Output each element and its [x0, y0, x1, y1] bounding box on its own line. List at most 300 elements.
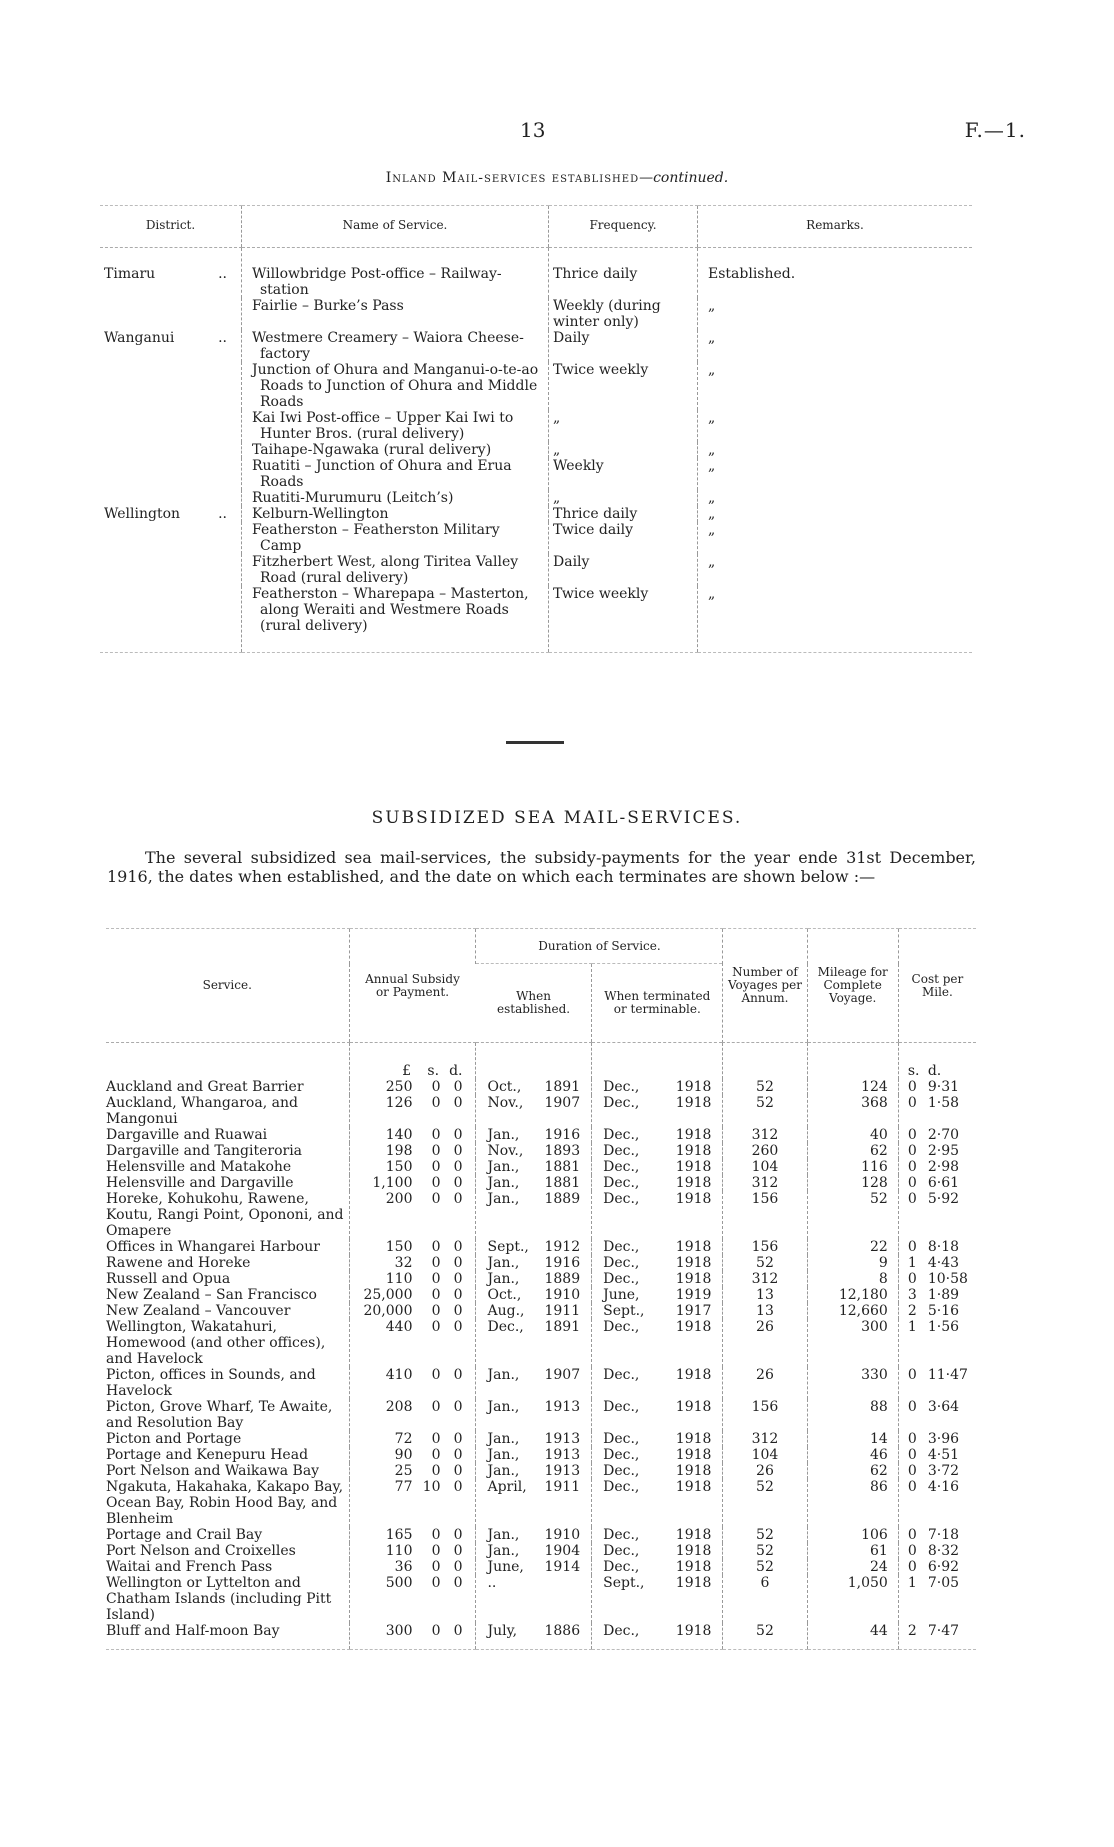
- district-cell: [100, 490, 242, 506]
- subsidy-pence: 0: [453, 1399, 463, 1415]
- cost-cell: [898, 1175, 976, 1191]
- established-cell: [476, 1623, 592, 1650]
- service-name: Portage and Crail Bay: [106, 1527, 263, 1543]
- page-number: 13: [520, 118, 546, 142]
- frequency-cell: Daily: [549, 330, 698, 362]
- cost-shillings: 0: [907, 1463, 917, 1479]
- cost-pence: 1·89: [927, 1287, 960, 1303]
- terminated-cell: [592, 1367, 723, 1399]
- subsidy-shillings: 0: [431, 1399, 441, 1415]
- unit-cost-pence: d.: [927, 1063, 942, 1079]
- service-cell: [106, 1095, 349, 1127]
- terminated-year: 1918: [675, 1255, 712, 1271]
- remarks-cell: „: [698, 522, 973, 554]
- established-year: 1891: [544, 1079, 581, 1095]
- remarks-cell: „: [698, 554, 973, 586]
- voyages-cell: 156: [723, 1399, 807, 1431]
- terminated-year: 1918: [675, 1447, 712, 1463]
- terminated-cell: [592, 1239, 723, 1255]
- established-year: 1911: [544, 1303, 581, 1319]
- subsidy-pence: 0: [453, 1623, 463, 1639]
- cost-cell: [898, 1191, 976, 1239]
- terminated-month: Dec.,: [603, 1447, 640, 1463]
- voyages-cell: 52: [723, 1623, 807, 1650]
- subsidy-cell: [349, 1287, 476, 1303]
- established-cell: [476, 1559, 592, 1575]
- sea-row: [106, 1095, 976, 1127]
- cost-pence: 3·96: [927, 1431, 960, 1447]
- terminated-cell: [592, 1095, 723, 1127]
- cost-shillings: 1: [907, 1575, 917, 1591]
- mileage-cell: 88: [807, 1399, 898, 1431]
- terminated-month: Dec.,: [603, 1559, 640, 1575]
- col-remarks: Remarks.: [698, 206, 973, 248]
- established-month: Nov.,: [487, 1095, 524, 1111]
- established-month: Jan.,: [487, 1191, 520, 1207]
- sea-row: [106, 1159, 976, 1175]
- established-cell: [476, 1287, 592, 1303]
- subsidy-pence: 0: [453, 1527, 463, 1543]
- terminated-cell: [592, 1543, 723, 1559]
- service-cell: [106, 1543, 349, 1559]
- established-cell: [476, 1463, 592, 1479]
- subsidy-pence: 0: [453, 1095, 463, 1111]
- established-month: June,: [487, 1559, 524, 1575]
- sea-row: [106, 1367, 976, 1399]
- unit-cost-shillings: s.: [907, 1063, 920, 1079]
- cost-pence: 6·92: [927, 1559, 960, 1575]
- service-name: Fitzherbert West, along Tiritea Valley Road (rural delivery): [252, 554, 519, 586]
- sea-row: [106, 1319, 976, 1367]
- col-service: Service.: [106, 929, 349, 1043]
- service-cell: [106, 1287, 349, 1303]
- subsidy-pounds: 90: [394, 1447, 413, 1463]
- established-month: July,: [487, 1623, 518, 1639]
- sea-row: [106, 1271, 976, 1287]
- established-year: 1881: [544, 1175, 581, 1191]
- cost-shillings: 0: [907, 1271, 917, 1287]
- subsidy-shillings: 0: [431, 1367, 441, 1383]
- cost-pence: 3·64: [927, 1399, 960, 1415]
- inland-row: [100, 554, 972, 586]
- established-cell: [476, 1095, 592, 1127]
- cost-pence: 7·47: [927, 1623, 960, 1639]
- subsidy-shillings: 0: [431, 1527, 441, 1543]
- service-cell: [106, 1271, 349, 1287]
- terminated-cell: [592, 1159, 723, 1175]
- terminated-cell: [592, 1303, 723, 1319]
- established-cell: [476, 1319, 592, 1367]
- voyages-cell: 52: [723, 1479, 807, 1527]
- sea-row: [106, 1399, 976, 1431]
- sea-section-title: SUBSIDIZED SEA MAIL-SERVICES.: [371, 808, 743, 828]
- subsidy-shillings: 10: [422, 1479, 441, 1495]
- subsidy-pounds: 250: [385, 1079, 413, 1095]
- mileage-cell: 24: [807, 1559, 898, 1575]
- cost-cell: [898, 1287, 976, 1303]
- inland-row: [100, 410, 972, 442]
- district-cell: Wellington ..: [104, 506, 227, 522]
- subsidy-pence: 0: [453, 1143, 463, 1159]
- sea-row: [106, 1239, 976, 1255]
- service-name: Bluff and Half-moon Bay: [106, 1623, 280, 1639]
- established-cell: [476, 1271, 592, 1287]
- subsidy-pence: 0: [453, 1463, 463, 1479]
- established-year: 1913: [544, 1431, 581, 1447]
- service-name: Wellington, Wakatahuri, Homewood (and other offices), and Havelock: [106, 1319, 326, 1367]
- mileage-cell: 330: [807, 1367, 898, 1399]
- service-name: Auckland and Great Barrier: [106, 1079, 304, 1095]
- subsidy-pounds: 126: [385, 1095, 413, 1111]
- cost-shillings: 0: [907, 1079, 917, 1095]
- district-cell: [100, 458, 242, 490]
- terminated-month: Dec.,: [603, 1271, 640, 1287]
- subsidy-pounds: 165: [385, 1527, 413, 1543]
- service-name-cell: [242, 458, 549, 490]
- frequency-cell: „: [549, 410, 698, 442]
- established-month: Jan.,: [487, 1271, 520, 1287]
- subsidy-pounds: 140: [385, 1127, 413, 1143]
- sea-row: [106, 1079, 976, 1095]
- cost-cell: [898, 1559, 976, 1575]
- service-cell: [106, 1255, 349, 1271]
- cost-cell: [898, 1319, 976, 1367]
- district-name: Wellington: [104, 506, 181, 522]
- subsidy-shillings: 0: [431, 1575, 441, 1591]
- subsidy-pence: 0: [453, 1287, 463, 1303]
- service-cell: [106, 1447, 349, 1463]
- service-name: Rawene and Horeke: [106, 1255, 251, 1271]
- remarks-cell: Established.: [698, 248, 973, 299]
- service-cell: [106, 1623, 349, 1650]
- mileage-cell: 368: [807, 1095, 898, 1127]
- terminated-month: Dec.,: [603, 1463, 640, 1479]
- established-cell: [476, 1527, 592, 1543]
- sea-table-body: [106, 1043, 976, 1650]
- inland-title-continued: —continued.: [639, 170, 729, 186]
- established-year: 1907: [544, 1095, 581, 1111]
- sea-row: [106, 1127, 976, 1143]
- terminated-month: Dec.,: [603, 1319, 640, 1335]
- subsidy-cell: [349, 1367, 476, 1399]
- cost-cell: [898, 1463, 976, 1479]
- subsidy-pence: 0: [453, 1079, 463, 1095]
- established-year: 1891: [544, 1319, 581, 1335]
- col-voyages: Number of Voyages per Annum.: [723, 929, 807, 1043]
- established-year: 1912: [544, 1239, 581, 1255]
- established-year: 1916: [544, 1127, 581, 1143]
- sea-header-row-1: [106, 929, 976, 964]
- terminated-month: Dec.,: [603, 1159, 640, 1175]
- inland-title-main: Inland Mail-services established: [385, 170, 640, 186]
- subsidy-pence: 0: [453, 1447, 463, 1463]
- mileage-cell: 300: [807, 1319, 898, 1367]
- service-name-cell: [242, 554, 549, 586]
- service-name: Russell and Opua: [106, 1271, 231, 1287]
- service-cell: [106, 1367, 349, 1399]
- col-name: Name of Service.: [242, 206, 549, 248]
- established-cell: [476, 1239, 592, 1255]
- subsidy-pounds: 150: [385, 1159, 413, 1175]
- terminated-year: 1918: [675, 1319, 712, 1335]
- subsidy-shillings: 0: [431, 1159, 441, 1175]
- subsidy-pounds: 25,000: [363, 1287, 413, 1303]
- cost-pence: 6·61: [927, 1175, 960, 1191]
- established-month: Jan.,: [487, 1159, 520, 1175]
- established-cell: [476, 1143, 592, 1159]
- cost-cell: [898, 1399, 976, 1431]
- terminated-year: 1918: [675, 1575, 712, 1591]
- inland-row: [100, 330, 972, 362]
- service-name: Kelburn-Wellington: [252, 506, 389, 522]
- frequency-cell: Twice weekly: [549, 586, 698, 653]
- cost-shillings: 0: [907, 1127, 917, 1143]
- cost-pence: 9·31: [927, 1079, 960, 1095]
- cost-cell: [898, 1447, 976, 1463]
- frequency-cell: Twice weekly: [549, 362, 698, 410]
- frequency-cell: Thrice daily: [549, 506, 698, 522]
- terminated-year: 1918: [675, 1271, 712, 1287]
- cost-cell: [898, 1431, 976, 1447]
- service-cell: [106, 1399, 349, 1431]
- terminated-year: 1918: [675, 1159, 712, 1175]
- mileage-cell: 62: [807, 1463, 898, 1479]
- established-month: Jan.,: [487, 1367, 520, 1383]
- service-name: Dargaville and Tangiteroria: [106, 1143, 303, 1159]
- terminated-year: 1918: [675, 1527, 712, 1543]
- established-month: Aug.,: [487, 1303, 525, 1319]
- voyages-cell: 26: [723, 1319, 807, 1367]
- district-cell: [100, 522, 242, 554]
- cost-pence: 7·05: [927, 1575, 960, 1591]
- service-name-cell: [242, 410, 549, 442]
- established-month: Sept.,: [487, 1239, 529, 1255]
- cost-cell: [898, 1479, 976, 1527]
- terminated-month: Dec.,: [603, 1367, 640, 1383]
- terminated-year: 1918: [675, 1143, 712, 1159]
- cost-shillings: 0: [907, 1159, 917, 1175]
- cost-cell: [898, 1543, 976, 1559]
- established-month: Nov.,: [487, 1143, 524, 1159]
- inland-header-row: [100, 206, 972, 248]
- sea-row: [106, 1175, 976, 1191]
- cost-shillings: 0: [907, 1527, 917, 1543]
- terminated-month: Dec.,: [603, 1191, 640, 1207]
- inland-row: [100, 522, 972, 554]
- mileage-cell: 14: [807, 1431, 898, 1447]
- service-name-cell: [242, 362, 549, 410]
- units-row: [106, 1043, 976, 1080]
- col-cost: Cost per Mile.: [898, 929, 976, 1043]
- sea-row: [106, 1543, 976, 1559]
- unit-shillings: s.: [427, 1063, 440, 1079]
- voyages-cell: 312: [723, 1175, 807, 1191]
- service-name-cell: [242, 330, 549, 362]
- sea-row: [106, 1287, 976, 1303]
- voyages-cell: 13: [723, 1303, 807, 1319]
- subsidy-pence: 0: [453, 1191, 463, 1207]
- established-month: Jan.,: [487, 1127, 520, 1143]
- service-name: Kai Iwi Post-office – Upper Kai Iwi to Hunter Bros. (rural delivery): [252, 410, 514, 442]
- col-mileage: Mileage for Complete Voyage.: [807, 929, 898, 1043]
- terminated-cell: [592, 1287, 723, 1303]
- established-cell: [476, 1127, 592, 1143]
- subsidy-pence: 0: [453, 1559, 463, 1575]
- terminated-cell: [592, 1559, 723, 1575]
- cost-shillings: 0: [907, 1559, 917, 1575]
- service-name-cell: [242, 490, 549, 506]
- established-cell: [476, 1255, 592, 1271]
- inland-row: [100, 248, 972, 299]
- subsidy-shillings: 0: [431, 1287, 441, 1303]
- service-name: Ngakuta, Hakahaka, Kakapo Bay, Ocean Bay, Robin Hood Bay, and Blenheim: [106, 1479, 344, 1527]
- service-name: New Zealand – San Francisco: [106, 1287, 317, 1303]
- established-year: 1914: [544, 1559, 581, 1575]
- subsidy-pounds: 198: [385, 1143, 413, 1159]
- voyages-cell: 52: [723, 1543, 807, 1559]
- terminated-cell: [592, 1399, 723, 1431]
- subsidy-pence: 0: [453, 1255, 463, 1271]
- terminated-cell: [592, 1431, 723, 1447]
- cost-shillings: 0: [907, 1431, 917, 1447]
- remarks-cell: „: [698, 586, 973, 653]
- established-month: Jan.,: [487, 1463, 520, 1479]
- terminated-month: Dec.,: [603, 1255, 640, 1271]
- terminated-cell: [592, 1175, 723, 1191]
- established-month: Dec.,: [487, 1319, 524, 1335]
- cost-pence: 1·56: [927, 1319, 960, 1335]
- subsidy-cell: [349, 1239, 476, 1255]
- cost-cell: [898, 1367, 976, 1399]
- subsidy-shillings: 0: [431, 1143, 441, 1159]
- subsidy-pounds: 77: [394, 1479, 413, 1495]
- subsidy-cell: [349, 1303, 476, 1319]
- service-name: Picton and Portage: [106, 1431, 242, 1447]
- subsidy-cell: [349, 1079, 476, 1095]
- subsidy-shillings: 0: [431, 1447, 441, 1463]
- terminated-month: Dec.,: [603, 1431, 640, 1447]
- cost-cell: [898, 1623, 976, 1650]
- cost-shillings: 0: [907, 1175, 917, 1191]
- cost-cell: [898, 1239, 976, 1255]
- mileage-cell: 44: [807, 1623, 898, 1650]
- cost-shillings: 0: [907, 1239, 917, 1255]
- established-year: 1911: [544, 1479, 581, 1495]
- established-cell: [476, 1303, 592, 1319]
- district-name: Timaru: [104, 266, 156, 282]
- subsidy-shillings: 0: [431, 1463, 441, 1479]
- cost-pence: 5·92: [927, 1191, 960, 1207]
- sea-row: [106, 1431, 976, 1447]
- established-year: 1916: [544, 1255, 581, 1271]
- sea-row: [106, 1559, 976, 1575]
- subsidy-cell: [349, 1095, 476, 1127]
- established-cell: [476, 1543, 592, 1559]
- subsidy-shillings: 0: [431, 1255, 441, 1271]
- subsidy-cell: [349, 1191, 476, 1239]
- subsidy-pounds: 72: [394, 1431, 413, 1447]
- subsidy-shillings: 0: [431, 1303, 441, 1319]
- mileage-cell: 62: [807, 1143, 898, 1159]
- remarks-cell: „: [698, 458, 973, 490]
- established-month: Jan.,: [487, 1543, 520, 1559]
- established-month: Jan.,: [487, 1431, 520, 1447]
- service-name: Taihape-Ngawaka (rural delivery): [252, 442, 492, 458]
- established-year: 1907: [544, 1367, 581, 1383]
- terminated-year: 1919: [675, 1287, 712, 1303]
- remarks-cell: „: [698, 442, 973, 458]
- terminated-month: Dec.,: [603, 1175, 640, 1191]
- cost-pence: 2·70: [927, 1127, 960, 1143]
- subsidy-pounds: 500: [385, 1575, 413, 1591]
- terminated-year: 1918: [675, 1559, 712, 1575]
- sea-row: [106, 1447, 976, 1463]
- cost-cell: [898, 1527, 976, 1543]
- subsidy-cell: [349, 1559, 476, 1575]
- frequency-cell: Weekly (during winter only): [549, 298, 698, 330]
- mileage-cell: 12,180: [807, 1287, 898, 1303]
- inland-section-title: [0, 170, 1114, 186]
- subsidy-cell: [349, 1543, 476, 1559]
- service-cell: [106, 1159, 349, 1175]
- subsidy-pence: 0: [453, 1175, 463, 1191]
- sea-row: [106, 1623, 976, 1650]
- subsidy-pence: 0: [453, 1127, 463, 1143]
- subsidy-pounds: 110: [385, 1543, 413, 1559]
- frequency-cell: „: [549, 442, 698, 458]
- voyages-cell: 156: [723, 1239, 807, 1255]
- district-cell: [100, 362, 242, 410]
- voyages-cell: 312: [723, 1271, 807, 1287]
- service-cell: [106, 1303, 349, 1319]
- terminated-year: 1918: [675, 1239, 712, 1255]
- established-year: 1889: [544, 1271, 581, 1287]
- terminated-month: Dec.,: [603, 1399, 640, 1415]
- service-name-cell: [242, 522, 549, 554]
- sea-mail-table: [106, 928, 976, 1650]
- col-subsidy: Annual Subsidy or Payment.: [349, 929, 476, 1043]
- terminated-year: 1918: [675, 1191, 712, 1207]
- cost-cell: [898, 1255, 976, 1271]
- terminated-year: 1918: [675, 1479, 712, 1495]
- remarks-cell: „: [698, 330, 973, 362]
- district-cell: Wanganui ..: [104, 330, 227, 346]
- subsidy-cell: [349, 1479, 476, 1527]
- terminated-month: Sept.,: [603, 1575, 645, 1591]
- terminated-month: Dec.,: [603, 1127, 640, 1143]
- service-cell: [106, 1319, 349, 1367]
- established-year: 1913: [544, 1399, 581, 1415]
- service-name-cell: [242, 298, 549, 330]
- established-month: Jan.,: [487, 1255, 520, 1271]
- terminated-year: 1918: [675, 1543, 712, 1559]
- subsidy-shillings: 0: [431, 1175, 441, 1191]
- service-name: Wellington or Lyttelton and Chatham Islands (including Pitt Island): [106, 1575, 332, 1623]
- established-year: 1904: [544, 1543, 581, 1559]
- established-year: 1913: [544, 1447, 581, 1463]
- voyages-cell: 52: [723, 1255, 807, 1271]
- cost-pence: 2·98: [927, 1159, 960, 1175]
- established-month: Oct.,: [487, 1287, 522, 1303]
- remarks-cell: „: [698, 410, 973, 442]
- sea-row: [106, 1303, 976, 1319]
- subsidy-pounds: 200: [385, 1191, 413, 1207]
- established-cell: [476, 1191, 592, 1239]
- terminated-month: Dec.,: [603, 1239, 640, 1255]
- established-year: 1910: [544, 1287, 581, 1303]
- terminated-month: Dec.,: [603, 1623, 640, 1639]
- col-duration: Duration of Service.: [476, 929, 723, 964]
